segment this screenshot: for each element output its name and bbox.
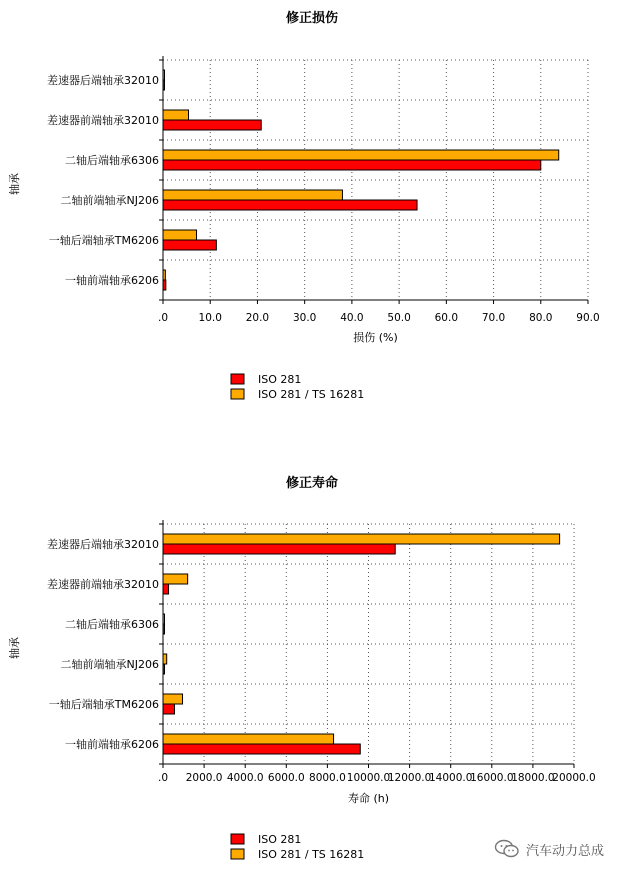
chart-1 — [7, 10, 600, 401]
category-label: 二轴后端轴承6306 — [65, 618, 159, 631]
legend-label: ISO 281 / TS 16281 — [258, 388, 365, 401]
legend-swatch — [231, 374, 244, 384]
bar — [163, 574, 188, 584]
bar — [163, 664, 165, 674]
bar — [163, 584, 169, 594]
x-tick-label: 40.0 — [340, 312, 364, 324]
watermark — [494, 839, 604, 859]
x-tick-label: .0 — [157, 312, 169, 324]
chart-title: 修正损伤 — [285, 11, 339, 26]
y-axis-label: 轴承 — [8, 173, 21, 195]
x-tick-label: 20000.0 — [552, 772, 596, 784]
x-tick-label: 20.0 — [245, 312, 270, 324]
chart-title: 修正寿命 — [285, 476, 339, 491]
x-tick-label: 4000.0 — [226, 772, 264, 784]
category-label: 差速器前端轴承32010 — [47, 578, 159, 591]
category-label: 差速器后端轴承32010 — [47, 74, 159, 87]
bar — [163, 744, 360, 754]
x-tick-label: 50.0 — [387, 312, 411, 324]
bar — [163, 270, 165, 280]
y-axis-label: 轴承 — [8, 637, 21, 659]
category-label: 一轴后端轴承TM6206 — [48, 234, 159, 247]
bar — [163, 734, 334, 744]
bar — [163, 120, 261, 130]
category-label: 二轴前端轴承NJ206 — [60, 658, 159, 671]
category-label: 差速器后端轴承32010 — [47, 538, 159, 551]
bar — [163, 614, 165, 624]
category-label: 差速器前端轴承32010 — [47, 114, 159, 127]
x-tick-label: 10.0 — [198, 312, 222, 324]
legend-swatch — [231, 389, 244, 399]
x-tick-label: 80.0 — [529, 312, 553, 324]
x-axis-label: 损伤 (%) — [353, 331, 398, 344]
bar — [163, 230, 197, 240]
bar — [163, 80, 165, 90]
bar — [163, 704, 175, 714]
category-label: 一轴后端轴承TM6206 — [48, 698, 159, 711]
x-tick-label: 18000.0 — [511, 772, 555, 784]
category-label: 二轴后端轴承6306 — [65, 154, 159, 167]
bar — [163, 110, 189, 120]
bar — [163, 694, 183, 704]
watermark-text: 汽车动力总成 — [525, 843, 604, 859]
legend-label: ISO 281 / TS 16281 — [258, 848, 365, 861]
bar — [163, 280, 166, 290]
x-tick-label: 6000.0 — [267, 772, 305, 784]
bar — [163, 150, 559, 160]
x-tick-label: 12000.0 — [387, 772, 432, 784]
category-label: 一轴前端轴承6206 — [65, 738, 159, 751]
legend-swatch — [231, 834, 244, 844]
bar — [163, 240, 216, 250]
chart-2 — [7, 475, 596, 861]
x-tick-label: 60.0 — [434, 312, 459, 324]
legend-label: ISO 281 — [258, 833, 302, 846]
bar — [163, 544, 395, 554]
x-tick-label: .0 — [157, 772, 169, 784]
x-tick-label: 10000.0 — [346, 772, 391, 784]
x-tick-label: 30.0 — [292, 312, 317, 324]
x-tick-label: 16000.0 — [470, 772, 514, 784]
x-tick-label: 8000.0 — [309, 772, 346, 784]
x-tick-label: 70.0 — [481, 312, 506, 324]
bar — [163, 70, 165, 80]
bar — [163, 160, 541, 170]
bar — [163, 534, 560, 544]
x-tick-label: 14000.0 — [428, 772, 473, 784]
bar — [163, 200, 417, 210]
legend-label: ISO 281 — [258, 373, 302, 386]
wechat-icon — [494, 839, 520, 859]
bar — [163, 190, 342, 200]
x-tick-label: 90.0 — [576, 312, 600, 324]
bar — [163, 654, 167, 664]
category-label: 一轴前端轴承6206 — [65, 274, 159, 287]
x-tick-label: 2000.0 — [185, 772, 223, 784]
bar — [163, 624, 165, 634]
legend-swatch — [231, 849, 244, 859]
x-axis-label: 寿命 (h) — [347, 792, 390, 805]
category-label: 二轴前端轴承NJ206 — [60, 194, 159, 207]
